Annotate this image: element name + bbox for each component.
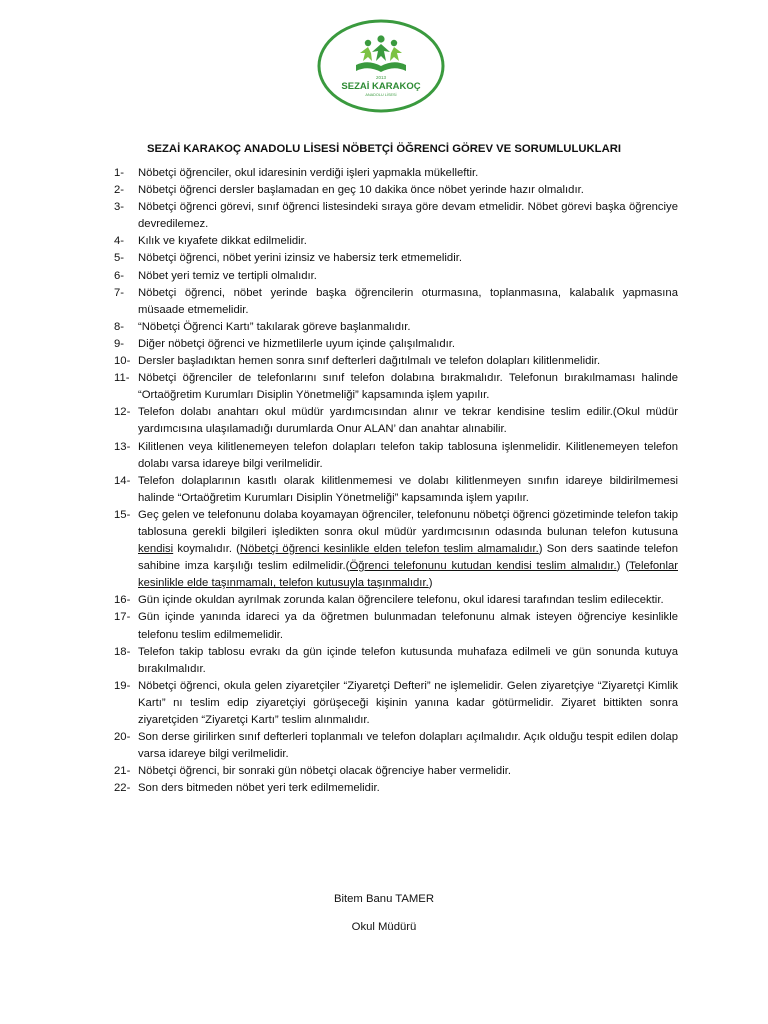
item-text: Nöbetçi öğrenciler, okul idaresinin verdiği işleri yapmakla mükelleftir. (138, 167, 479, 179)
list-item (114, 182, 678, 199)
item-text: Nöbetçi öğrenciler de telefonlarını sınıf telefon dolabına bırakmalıdır. Telefonun bırakılmaması halinde “Ortaöğretim Kurumları Disiplin Yönetmeliği” kapsamında işlem yapılır. (138, 372, 678, 402)
item-text: Nöbetçi öğrenci görevi, sınıf öğrenci listesindeki sıraya göre devam etmelidir. Nöbet görevi başka öğrenciye devredilemez. (138, 201, 678, 231)
list-item (114, 199, 678, 233)
list-item (114, 285, 678, 319)
list-item (114, 353, 678, 370)
logo-year: 2013 (375, 75, 387, 80)
item-text: Kılık ve kıyafete dikkat edilmelidir. (138, 235, 307, 248)
list-item (114, 592, 678, 609)
item-number: 21- (114, 765, 131, 778)
item-number: 19- (114, 679, 131, 692)
underlined-text: Telefonlar kesinlikle elde taşınmamalı, telefon kutusuyla taşınmalıdır. (138, 560, 678, 590)
text-segment: ) (428, 577, 433, 590)
item-text: Nöbetçi öğrenci, nöbet yerini izinsiz ve habersiz terk etmemelidir. (138, 252, 462, 265)
list-item (114, 780, 678, 797)
item-number: 7- (114, 286, 125, 299)
list-item (114, 165, 678, 182)
item-number: 12- (114, 406, 131, 419)
underlined-text: Nöbetçi öğrenci kesinlikle elden telefon teslim almamalıdır. (239, 543, 539, 556)
list-item (114, 250, 678, 267)
text-segment: Geç gelen ve telefonunu dolaba koyamayan öğrenciler, telefonunu nöbetçi öğrenci gözetiminde telefon takip tablosuna gerekli bilgileri işledikten sonra okul müdür yardımcısının odasında bulunan telefon kutusuna (138, 508, 678, 538)
item-number: 10- (114, 355, 131, 368)
item-text: Nöbetçi öğrenci dersler başlamadan en geç 10 dakika önce nöbet yerinde hazır olmalıdır. (138, 184, 584, 197)
list-item (114, 609, 678, 643)
list-item (114, 319, 678, 336)
text-segment: koymalıdır. ( (173, 543, 240, 556)
item-text: Telefon dolaplarının kasıtlı olarak kilitlenmemesi ve dolabı kilitlenmeyen sınıfın idareye bildirilmemesi halinde “Ortaöğretim Kurumları Disiplin Yönetmeliği” kapsamında işlem yapılır. (138, 474, 678, 504)
text-segment: ) Son ders saatinde telefon sahibine imza karşılığı teslim edilmelidir.( (138, 543, 678, 573)
list-item (114, 729, 678, 763)
item-number: 5- (114, 252, 125, 265)
item-number: 15- (114, 508, 131, 521)
list-item (114, 336, 678, 353)
item-number: 14- (114, 474, 131, 487)
list-item (114, 268, 678, 285)
item-number: 9- (114, 337, 125, 350)
list-item (114, 678, 678, 729)
school-logo (316, 18, 446, 114)
text-segment: ) ( (616, 560, 630, 573)
item-number: 2- (114, 184, 125, 197)
item-number: 20- (114, 731, 131, 744)
item-number: 18- (114, 645, 131, 658)
signatory-role: Okul Müdürü (351, 921, 417, 933)
item-text: Nöbetçi öğrenci, bir sonraki gün nöbetçi olacak öğrenciye haber vermelidir. (138, 765, 511, 778)
list-item (114, 507, 678, 592)
item-number: 6- (114, 269, 125, 282)
logo-name: SEZAİ KARAKOÇ (341, 81, 421, 92)
item-number: 11- (114, 372, 130, 385)
item-number: 13- (114, 440, 131, 453)
list-item (114, 644, 678, 678)
item-text: “Nöbetçi Öğrenci Kartı” takılarak göreve başlanmalıdır. (138, 320, 411, 333)
item-text: Gün içinde yanında idareci ya da öğretmen bulunmadan telefonunu almak isteyen öğrenciye kesinlikle telefonu teslim edilmemelidir. (138, 611, 678, 641)
item-number: 3- (114, 201, 125, 214)
underlined-text: kendisi (138, 543, 174, 556)
item-number: 22- (114, 782, 131, 795)
item-number: 8- (114, 320, 125, 333)
item-text: Nöbetçi öğrenci, okula gelen ziyaretçiler “Ziyaretçi Defteri” ne işlemelidir. Gelen ziyaretçiye “Ziyaretçi Kimlik Kartı” nı teslim edip ziyaretçiyi görüşeceği kişinin yanına kadar götürmelidir. Ziyaret bittikten sonra ziyaretçiden “Ziyaretçi Kartı” teslim alınmalıdır. (138, 679, 678, 726)
item-text (138, 507, 678, 592)
list-item (114, 473, 678, 507)
list-item (114, 439, 678, 473)
item-number: 4- (114, 235, 125, 248)
list-item (114, 763, 678, 780)
item-text: Son ders bitmeden nöbet yeri terk edilmemelidir. (138, 782, 380, 795)
logo-subtitle: ANADOLU LİSESİ (365, 93, 397, 97)
item-text: Telefon dolabı anahtarı okul müdür yardımcısından alınır ve tekrar kendisine teslim edilir.(Okul müdür yardımcısına ulaşılamadığı durumlarda Onur ALAN’ dan anahtar alınabilir. (138, 406, 678, 436)
item-number: 16- (114, 594, 131, 607)
duties-list (114, 165, 678, 797)
item-number: 17- (114, 611, 131, 624)
item-text: Dersler başladıktan hemen sonra sınıf defterleri dağıtılmalı ve telefon dolapları kilitlenmelidir. (138, 355, 601, 368)
document-title: SEZAİ KARAKOÇ ANADOLU LİSESİ NÖBETÇİ ÖĞRENCİ GÖREV VE SORUMLULUKLARI (146, 143, 622, 155)
list-item (114, 233, 678, 250)
underlined-text: Öğrenci telefonunu kutudan kendisi teslim almalıdır. (349, 560, 617, 573)
item-text: Gün içinde okuldan ayrılmak zorunda kalan öğrencilere telefonu, okul idaresi tarafından teslim edilecektir. (138, 594, 664, 607)
list-item (114, 370, 678, 404)
item-text: Diğer nöbetçi öğrenci ve hizmetlilerle uyum içinde çalışılmalıdır. (138, 337, 456, 350)
item-text: Telefon takip tablosu evrakı da gün içinde telefon kutusunda muhafaza edilmeli ve gün sonunda kutuya bırakılmalıdır. (138, 645, 678, 675)
signatory-name: Bitem Banu TAMER (333, 893, 435, 905)
item-text: Son derse girilirken sınıf defterleri toplanmalı ve telefon dolapları açılmalıdır. Açık olduğu tespit edilen dolap varsa idareye bilgi verilmelidir. (138, 731, 678, 761)
list-item (114, 404, 678, 438)
item-text: Nöbet yeri temiz ve tertipli olmalıdır. (138, 269, 317, 282)
item-number: 1- (114, 167, 125, 179)
item-text: Nöbetçi öğrenci, nöbet yerinde başka öğrencilerin oturmasına, toplanmasına, kalabalık yapmasına müsaade etmemelidir. (138, 286, 678, 316)
item-text: Kilitlenen veya kilitlenemeyen telefon dolapları telefon takip tablosuna işlenmelidir. Kilitlenemeyen telefon dolabı varsa idareye bilgi verilmelidir. (138, 440, 678, 470)
